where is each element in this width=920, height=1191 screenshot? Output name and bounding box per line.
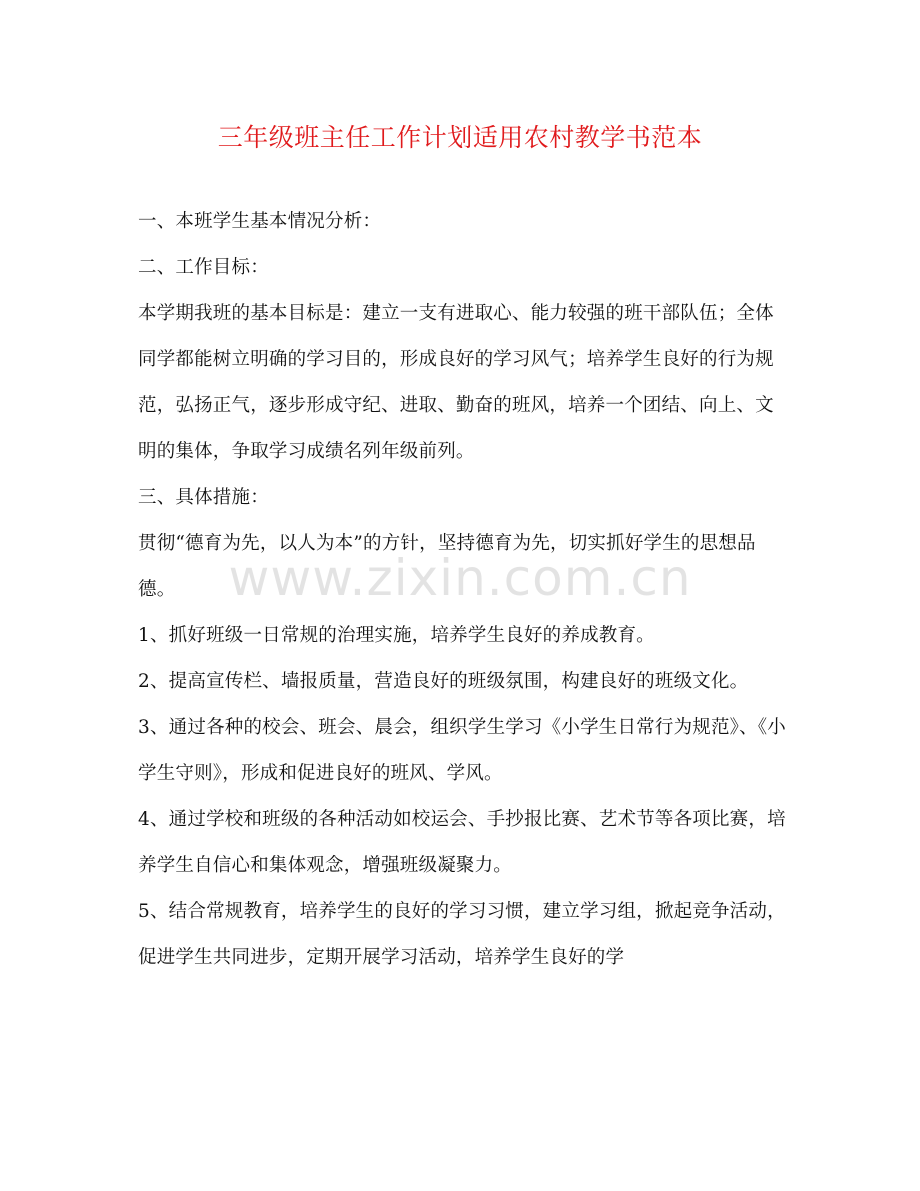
measure-item-4: 4、通过学校和班级的各种活动如校运会、手抄报比赛、艺术节等各项比赛，培养学生自信心和集体观念，增强班级凝聚力。 <box>138 809 786 876</box>
section-heading-3: 三、具体措施： <box>138 487 269 508</box>
measure-item-3: 3、通过各种的校会、班会、晨会，组织学生学习《小学生日常行为规范》、《小学生守则》，形成和促进良好的班风、学风。 <box>138 717 786 784</box>
document-body <box>138 199 786 981</box>
document-title: 三年级班主任工作计划适用农村教学书范本 <box>217 123 703 152</box>
measure-item-2: 2、提高宣传栏、墙报质量，营造良好的班级氛围，构建良好的班级文化。 <box>138 671 749 692</box>
section-heading-2: 二、工作目标： <box>138 257 269 278</box>
watermark-text: www.zixin.com.cn <box>228 549 692 607</box>
measure-item-5: 5、结合常规教育，培养学生的良好的学习习惯，建立学习组，掀起竞争活动，促进学生共同进步，定期开展学习活动，培养学生良好的学 <box>138 901 786 968</box>
policy-paragraph: 贯彻“德育为先，以人为本”的方针，坚持德育为先，切实抓好学生的思想品德。 <box>138 533 756 600</box>
measure-item-1: 1、抓好班级一日常规的治理实施，培养学生良好的养成教育。 <box>138 625 655 646</box>
goal-paragraph: 本学期我班的基本目标是：建立一支有进取心、能力较强的班干部队伍；全体同学都能树立明确的学习目的，形成良好的学习风气；培养学生良好的行为规范，弘扬正气，逐步形成守纪、进取、勤奋的班风，培养一个团结、向上、文明的集体，争取学习成绩名列年级前列。 <box>138 303 774 462</box>
section-heading-1: 一、本班学生基本情况分析： <box>138 211 382 232</box>
